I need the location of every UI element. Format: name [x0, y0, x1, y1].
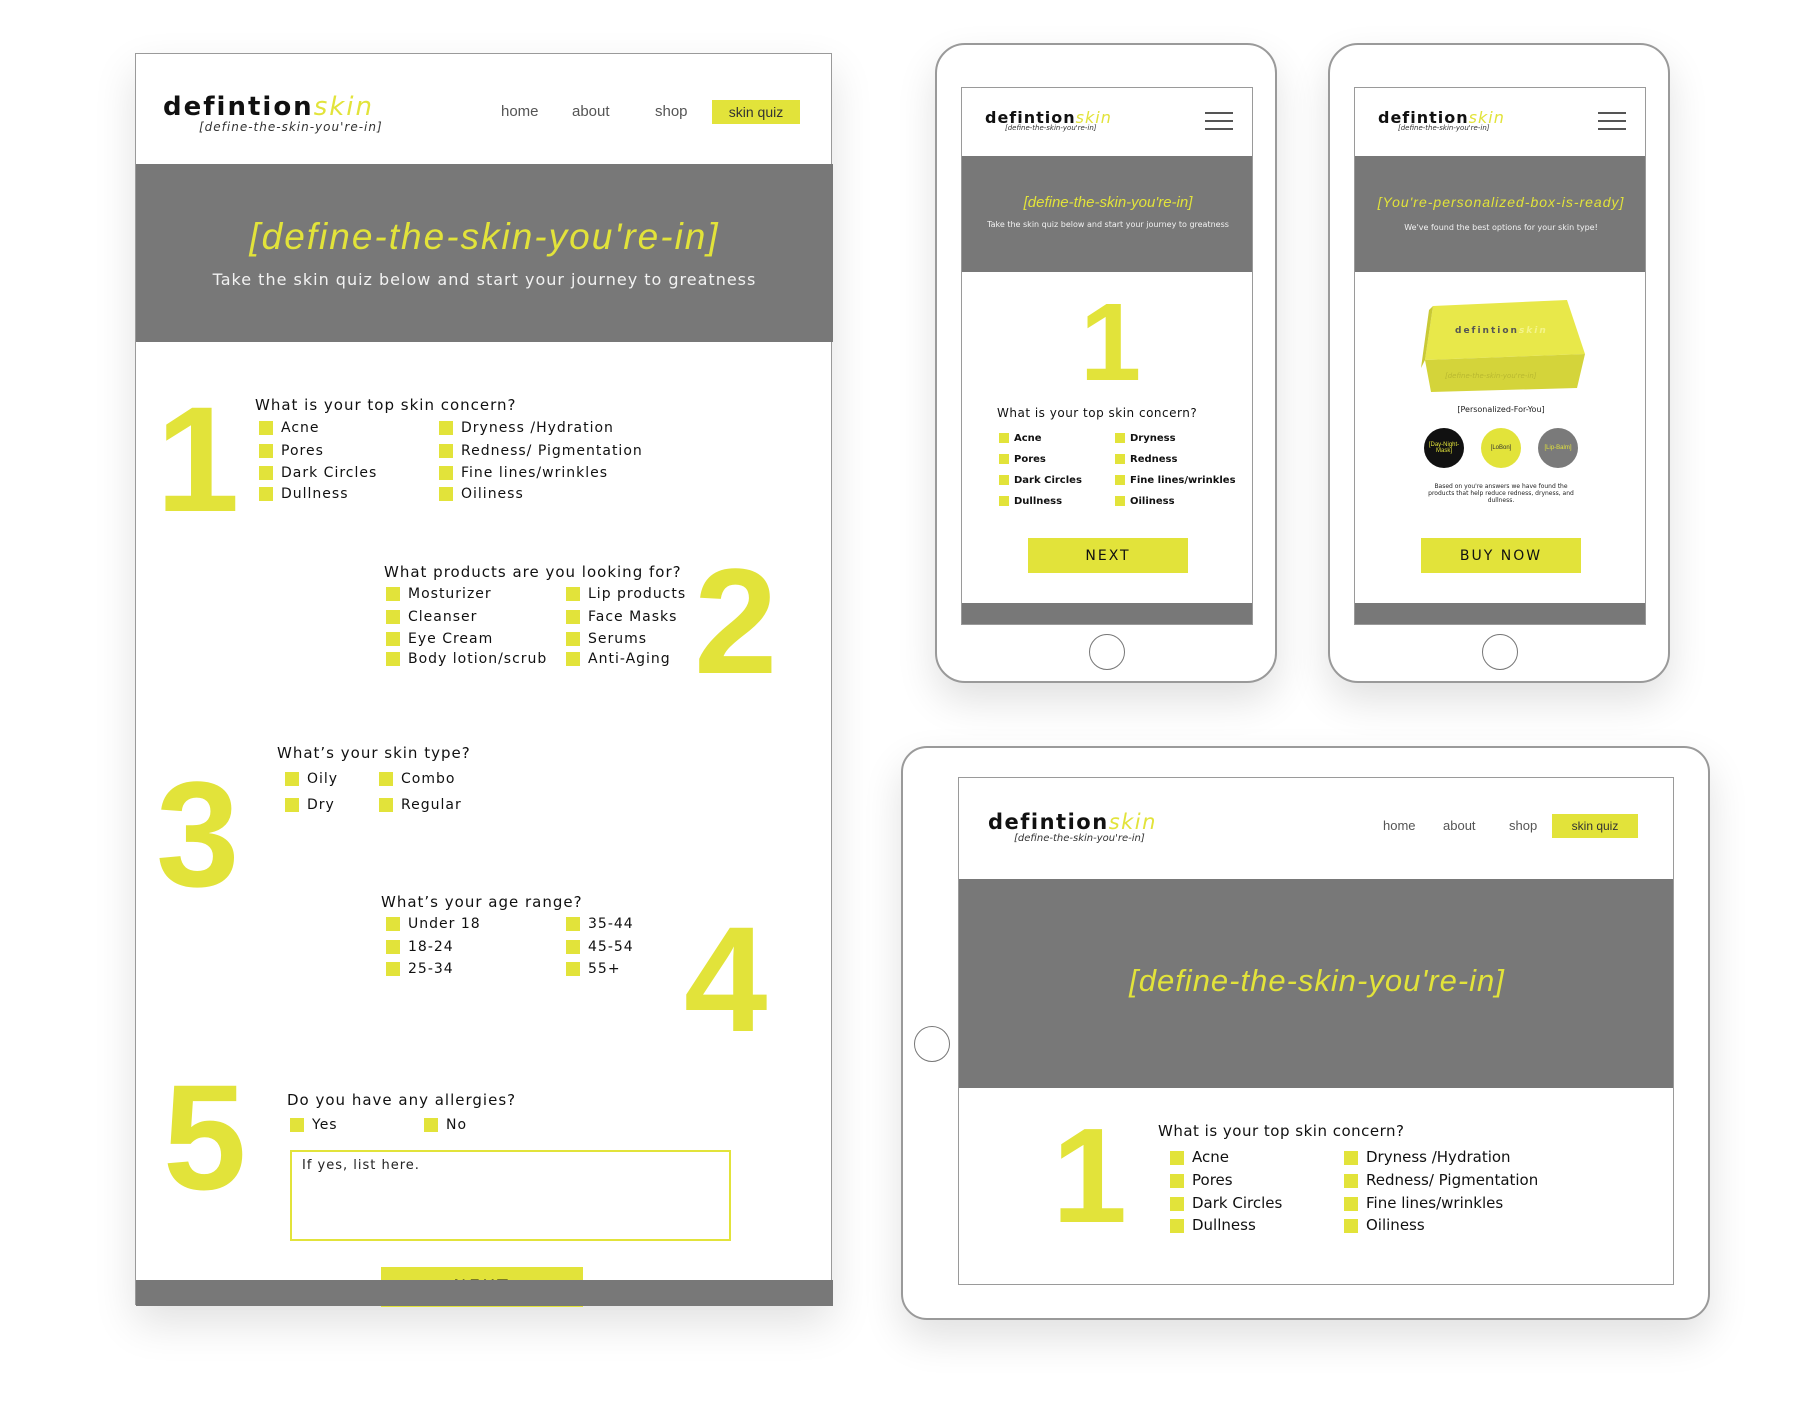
checkbox-square-icon[interactable]: [259, 487, 273, 501]
q1-option-redness[interactable]: Redness/ Pigmentation: [439, 443, 643, 459]
mobile1-option-oiliness[interactable]: Oiliness: [1115, 496, 1175, 507]
q5-option-yes[interactable]: Yes: [290, 1117, 338, 1133]
checkbox-square-icon[interactable]: [999, 433, 1009, 443]
mobile1-hero-title: [define-the-skin-you're-in]: [1023, 194, 1193, 211]
question-number-5: 5: [163, 1053, 247, 1221]
checkbox-square-icon[interactable]: [1344, 1219, 1358, 1233]
mobile1-option-redness[interactable]: Redness: [1115, 454, 1177, 465]
desktop-logo[interactable]: [163, 92, 403, 142]
mobile2-screen: [1354, 87, 1646, 625]
checkbox-square-icon[interactable]: [386, 962, 400, 976]
checkbox-square-icon[interactable]: [290, 1118, 304, 1132]
nav-shop[interactable]: shop: [1509, 818, 1538, 833]
mobile1-next-button[interactable]: NEXT: [1028, 538, 1188, 573]
tablet-option-dark-circles[interactable]: Dark Circles: [1170, 1194, 1282, 1212]
allergies-placeholder: If yes, list here.: [302, 1158, 420, 1173]
logo-tagline: [define-the-skin-you're-in]: [1398, 124, 1490, 132]
q2-option-serums[interactable]: Serums: [566, 631, 647, 647]
mobile1-option-pores[interactable]: Pores: [999, 454, 1046, 465]
checkbox-square-icon[interactable]: [386, 917, 400, 931]
tablet-option-fine-lines[interactable]: Fine lines/wrinkles: [1344, 1194, 1503, 1212]
tablet-option-oiliness[interactable]: Oiliness: [1344, 1216, 1425, 1234]
checkbox-square-icon[interactable]: [1344, 1174, 1358, 1188]
mobile1-footer: [962, 603, 1253, 625]
tablet-question-number: 1: [1052, 1100, 1128, 1251]
checkbox-square-icon[interactable]: [285, 772, 299, 786]
product-circle-lip-balm[interactable]: [Lip-Balm]: [1538, 428, 1578, 468]
checkbox-square-icon[interactable]: [285, 798, 299, 812]
checkbox-square-icon[interactable]: [1344, 1151, 1358, 1165]
hamburger-menu-icon[interactable]: [1205, 112, 1233, 136]
product-box-image: [1417, 288, 1587, 398]
tablet-hero-title: [define-the-skin-you're-in]: [1129, 963, 1505, 998]
checkbox-square-icon[interactable]: [566, 917, 580, 931]
nav-about[interactable]: about: [1443, 818, 1476, 833]
q4-option-under-18[interactable]: Under 18: [386, 916, 481, 932]
question-3-text: What’s your skin type?: [277, 744, 471, 762]
question-5-text: Do you have any allergies?: [287, 1091, 517, 1109]
q2-option-anti-aging[interactable]: Anti-Aging: [566, 651, 671, 667]
q1-option-acne[interactable]: Acne: [259, 420, 320, 436]
q2-option-face-masks[interactable]: Face Masks: [566, 609, 677, 625]
q4-option-35-44[interactable]: 35-44: [566, 916, 634, 932]
question-number-3: 3: [156, 750, 240, 918]
hero-title: [define-the-skin-you're-in]: [249, 216, 720, 257]
q3-option-oily[interactable]: Oily: [285, 771, 338, 787]
mobile-mockup-quiz: [935, 43, 1277, 683]
mobile1-hero-subtitle: Take the skin quiz below and start your journey to greatness: [987, 220, 1229, 229]
checkbox-square-icon[interactable]: [1344, 1197, 1358, 1211]
q5-option-no[interactable]: No: [424, 1117, 467, 1133]
tablet-logo[interactable]: [988, 810, 1157, 844]
checkbox-square-icon[interactable]: [999, 496, 1009, 506]
checkbox-square-icon[interactable]: [386, 652, 400, 666]
product-circle-lobon[interactable]: [LoBon]: [1481, 428, 1521, 468]
checkbox-square-icon[interactable]: [1170, 1219, 1184, 1233]
mobile-mockup-result: [1328, 43, 1670, 683]
checkbox-square-icon[interactable]: [386, 632, 400, 646]
mobile1-screen: [961, 87, 1253, 625]
q2-option-body-lotion[interactable]: Body lotion/scrub: [386, 651, 547, 667]
logo-tagline: [define-the-skin-you're-in]: [1005, 124, 1097, 132]
home-button-icon[interactable]: [1089, 634, 1125, 670]
nav-skin-quiz[interactable]: skin quiz: [1552, 814, 1638, 838]
checkbox-square-icon[interactable]: [424, 1118, 438, 1132]
nav-home[interactable]: home: [501, 103, 539, 120]
checkbox-square-icon[interactable]: [566, 632, 580, 646]
q1-option-fine-lines[interactable]: Fine lines/wrinkles: [439, 465, 608, 481]
mobile1-option-dryness[interactable]: Dryness: [1115, 433, 1176, 444]
mobile1-logo[interactable]: [985, 108, 1112, 132]
allergies-textarea[interactable]: [290, 1150, 731, 1241]
checkbox-square-icon[interactable]: [386, 610, 400, 624]
mobile2-hero-subtitle: We've found the best options for your skin type!: [1404, 223, 1598, 232]
home-button-icon[interactable]: [914, 1026, 950, 1062]
tablet-option-dryness[interactable]: Dryness /Hydration: [1344, 1148, 1511, 1166]
nav-skin-quiz[interactable]: skin quiz: [712, 100, 800, 124]
mobile1-option-acne[interactable]: Acne: [999, 433, 1042, 444]
checkbox-square-icon[interactable]: [999, 475, 1009, 485]
checkbox-square-icon[interactable]: [439, 466, 453, 480]
logo-tagline: [define-the-skin-you're-in]: [199, 120, 383, 134]
personalized-label: [Personalized-For-You]: [1457, 405, 1545, 414]
q2-option-mosturizer[interactable]: Mosturizer: [386, 586, 492, 602]
question-2-text: What products are you looking for?: [384, 563, 682, 581]
checkbox-square-icon[interactable]: [386, 587, 400, 601]
tablet-option-dullness[interactable]: Dullness: [1170, 1216, 1256, 1234]
tablet-screen: [958, 777, 1674, 1285]
nav-shop[interactable]: shop: [655, 103, 688, 120]
question-number-1: 1: [156, 375, 240, 543]
checkbox-square-icon[interactable]: [379, 798, 393, 812]
hero-subtitle: Take the skin quiz below and start your journey to greatness: [212, 270, 757, 289]
checkbox-square-icon[interactable]: [1170, 1151, 1184, 1165]
question-4-text: What’s your age range?: [381, 893, 583, 911]
checkbox-square-icon[interactable]: [999, 454, 1009, 464]
hamburger-menu-icon[interactable]: [1598, 112, 1626, 136]
tablet-hero: [959, 879, 1674, 1088]
question-number-4: 4: [684, 895, 768, 1063]
checkbox-square-icon[interactable]: [1170, 1174, 1184, 1188]
checkbox-square-icon[interactable]: [566, 652, 580, 666]
q3-option-dry[interactable]: Dry: [285, 797, 335, 813]
tablet-question-text: What is your top skin concern?: [1158, 1122, 1405, 1140]
mobile1-question-number: 1: [1080, 281, 1142, 404]
box-tagline: [define-the-skin-you're-in]: [1445, 372, 1537, 380]
checkbox-square-icon[interactable]: [439, 487, 453, 501]
result-description: Based on you're answers we have found the products that help reduce redness, dryness, and dullness.: [1428, 483, 1574, 504]
logo-text-main: defintion: [988, 810, 1109, 834]
box-brand-label: defintionskin: [1455, 326, 1548, 336]
logo-text-skin: skin: [1108, 810, 1157, 834]
mobile1-question-text: What is your top skin concern?: [997, 406, 1198, 420]
mobile2-hero: [1355, 156, 1646, 272]
checkbox-square-icon[interactable]: [259, 421, 273, 435]
q4-option-45-54[interactable]: 45-54: [566, 939, 634, 955]
desktop-hero: [136, 164, 833, 342]
q2-option-lip-products[interactable]: Lip products: [566, 586, 686, 602]
checkbox-square-icon[interactable]: [439, 444, 453, 458]
q1-option-oiliness[interactable]: Oiliness: [439, 486, 524, 502]
product-circle-day-night-mask[interactable]: [Day-Night-Mask]: [1424, 428, 1464, 468]
q3-option-regular[interactable]: Regular: [379, 797, 462, 813]
checkbox-square-icon[interactable]: [259, 466, 273, 480]
q3-option-combo[interactable]: Combo: [379, 771, 455, 787]
tablet-option-acne[interactable]: Acne: [1170, 1148, 1229, 1166]
logo-text-skin: skin: [1075, 108, 1112, 127]
checkbox-square-icon[interactable]: [1115, 496, 1125, 506]
home-button-icon[interactable]: [1482, 634, 1518, 670]
q4-option-25-34[interactable]: 25-34: [386, 961, 454, 977]
tablet-mockup: [901, 746, 1710, 1320]
checkbox-square-icon[interactable]: [379, 772, 393, 786]
mobile2-hero-title: [You're-personalized-box-is-ready]: [1377, 194, 1625, 210]
logo-text-skin: skin: [313, 92, 375, 122]
q1-option-dullness[interactable]: Dullness: [259, 486, 349, 502]
mobile2-logo[interactable]: [1378, 108, 1505, 132]
q1-option-dark-circles[interactable]: Dark Circles: [259, 465, 377, 481]
mobile1-option-dark-circles[interactable]: Dark Circles: [999, 475, 1082, 486]
checkbox-square-icon[interactable]: [566, 587, 580, 601]
checkbox-square-icon[interactable]: [566, 962, 580, 976]
tablet-option-redness[interactable]: Redness/ Pigmentation: [1344, 1171, 1538, 1189]
nav-home[interactable]: home: [1383, 818, 1416, 833]
checkbox-square-icon[interactable]: [1115, 433, 1125, 443]
q4-option-18-24[interactable]: 18-24: [386, 939, 454, 955]
mobile1-option-fine-lines[interactable]: Fine lines/wrinkles: [1115, 475, 1236, 486]
checkbox-square-icon[interactable]: [1115, 454, 1125, 464]
checkbox-square-icon[interactable]: [566, 610, 580, 624]
logo-text-main: defintion: [163, 92, 314, 122]
buy-now-button[interactable]: BUY NOW: [1421, 538, 1581, 573]
q1-option-pores[interactable]: Pores: [259, 443, 324, 459]
question-number-2: 2: [694, 537, 778, 705]
q2-option-cleanser[interactable]: Cleanser: [386, 609, 477, 625]
mobile1-option-dullness[interactable]: Dullness: [999, 496, 1062, 507]
q2-option-eye-cream[interactable]: Eye Cream: [386, 631, 493, 647]
checkbox-square-icon[interactable]: [386, 940, 400, 954]
checkbox-square-icon[interactable]: [566, 940, 580, 954]
q1-option-dryness[interactable]: Dryness /Hydration: [439, 420, 614, 436]
logo-text-main: defintion: [1378, 108, 1469, 127]
logo-text-skin: skin: [1468, 108, 1505, 127]
checkbox-square-icon[interactable]: [1115, 475, 1125, 485]
logo-text-main: defintion: [985, 108, 1076, 127]
logo-tagline: [define-the-skin-you're-in]: [1014, 833, 1145, 844]
q4-option-55-plus[interactable]: 55+: [566, 961, 621, 977]
question-1-text: What is your top skin concern?: [255, 396, 517, 414]
checkbox-square-icon[interactable]: [1170, 1197, 1184, 1211]
desktop-mockup: [135, 53, 832, 1305]
checkbox-square-icon[interactable]: [259, 444, 273, 458]
mobile2-footer: [1355, 603, 1646, 625]
tablet-option-pores[interactable]: Pores: [1170, 1171, 1233, 1189]
desktop-footer: [136, 1280, 833, 1306]
checkbox-square-icon[interactable]: [439, 421, 453, 435]
nav-about[interactable]: about: [572, 103, 610, 120]
mobile1-hero: [962, 156, 1253, 272]
